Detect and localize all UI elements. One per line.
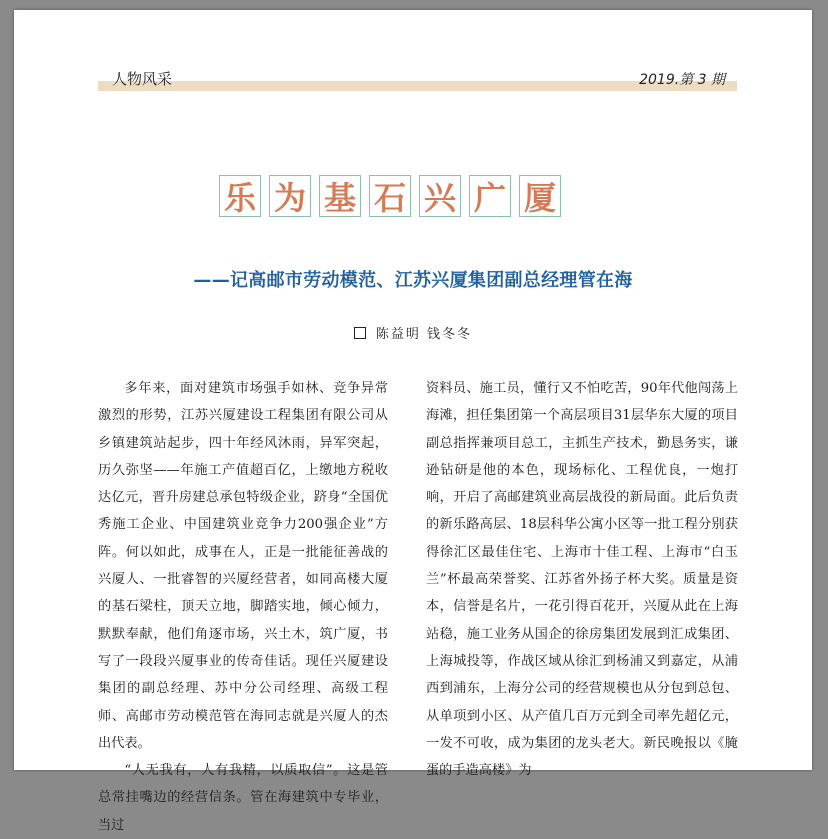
title-char: 厦 bbox=[519, 175, 561, 217]
document-page bbox=[14, 10, 812, 833]
title-char: 为 bbox=[269, 175, 311, 217]
article-subtitle: ——记高邮市劳动模范、江苏兴厦集团副总经理管在海 bbox=[193, 270, 633, 291]
section-name: 人物风采 bbox=[112, 70, 173, 88]
title-char: 乐 bbox=[219, 175, 261, 217]
paragraph: “人无我有，人有我精，以质取信”。这是管总常挂嘴边的经营信条。管在海建筑中专毕业，当过 bbox=[98, 763, 388, 833]
title-char: 广 bbox=[469, 175, 511, 217]
issue-number: 2019.第 3 期 bbox=[639, 72, 725, 88]
paragraph: 多年来，面对建筑市场强手如林、竞争异常激烈的形势，江苏兴厦建设工程集团有限公司从乡镇建筑站起步，四十年经风沐雨，异军突起，历久弥坚——年施工产值超百亿，上缴地方税收达亿元，晋升房建总承包特级企业，跻身“全国优秀施工企业、中国建筑业竞争力200强企业”方阵。何以如此，成事在人，正是一批能征善战的兴厦人、一批睿智的兴厦经营者，如同高楼大厦的基石梁柱，顶天立地，脚踏实地，倾心倾力，默默奉献，他们角逐市场，兴土木，筑广厦，书写了一段段兴厦事业的传奇佳话。现任兴厦建设集团的副总经理、苏中分公司经理、高级工程师、高邮市劳动模范管在海同志就是兴厦人的杰出代表。 bbox=[98, 381, 388, 751]
article-title bbox=[219, 175, 561, 219]
title-char: 兴 bbox=[419, 175, 461, 217]
author-names: 陈益明 钱冬冬 bbox=[375, 327, 473, 342]
title-char: 石 bbox=[369, 175, 411, 217]
author-line bbox=[14, 323, 812, 342]
page-header bbox=[98, 68, 737, 92]
body-column-right bbox=[426, 375, 738, 784]
title-char: 基 bbox=[319, 175, 361, 217]
paragraph: 资料员、施工员，懂行又不怕吃苦，90年代他闯荡上海滩，担任集团第一个高层项目31层华东大厦的项目副总指挥兼项目总工，主抓生产技术，勤恳务实，谦逊钻研是他的本色，现场标化、工程优良，一炮打响，开启了高邮建筑业高层战役的新局面。此后负责的新乐路高层、18层科华公寓小区等一批工程分别获得徐汇区最佳住宅、上海市十佳工程、上海市“白玉兰”杯最高荣誉奖、江苏省外扬子杯大奖。质量是资本，信誉是名片，一花引得百花开，兴厦从此在上海站稳，施工业务从国企的徐房集团发展到汇成集团、上海城投等，作战区域从徐汇到杨浦又到嘉定，从浦西到浦东，上海分公司的经营规模也从分包到总包、从单项到小区、从产值几百万元到全司率先超亿元，一发不可收，成为集团的龙头老大。新民晚报以《腌蛋的手造高楼》为 bbox=[426, 381, 738, 779]
body-column-left bbox=[98, 375, 388, 839]
author-box-icon bbox=[354, 327, 366, 339]
